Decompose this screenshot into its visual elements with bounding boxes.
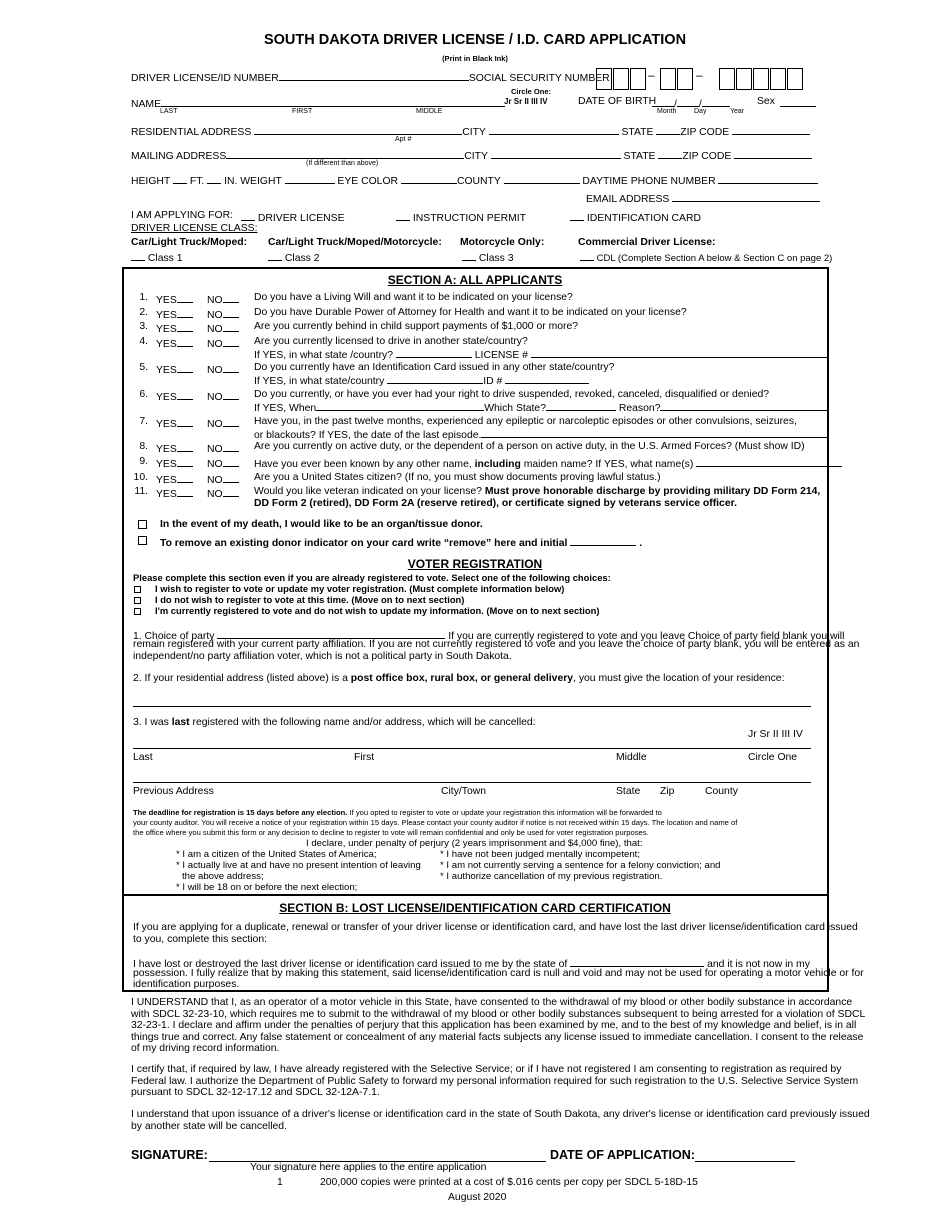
voter-intro: Please complete this section even if you are already registered to vote. Select one of the following choices: <box>133 572 611 583</box>
month-caption: Month <box>657 108 677 115</box>
party-note-1: remain registered with your current party affiliation. If you are not currently registered to vote and you leave the choice of party blank, you will be entered as an <box>133 639 860 650</box>
mailing-row <box>131 148 812 162</box>
name-field[interactable] <box>161 96 505 107</box>
apply-id-card[interactable]: IDENTIFICATION CARD <box>570 210 701 224</box>
section-b-statement-3: identification purposes. <box>133 979 240 990</box>
ssn-digit-box[interactable] <box>596 68 612 90</box>
ssn-digit-box[interactable] <box>677 68 693 90</box>
weight-field[interactable] <box>285 173 335 184</box>
implied-consent-3: 32-23-1. I declare and affirm under the penalties of perjury that this application has been examined by me, and to the best of my knowledge and belief, is in all <box>131 1020 857 1031</box>
q6-reason-field[interactable] <box>660 400 828 411</box>
form-subtitle: (Print in Black Ink) <box>442 54 508 63</box>
deadline-line-3: the office where you submit this form or any decision to decline to register to vote will remain confidential and only be used for voter registration purposes. <box>133 828 649 837</box>
q8-no[interactable]: NO <box>207 441 239 455</box>
height-label: HEIGHT <box>131 176 171 187</box>
implied-consent-2: with SDCL 32-23-10, which requires me to submit to the withdrawal of my blood or other bodily substances subsequent to being arrested for a violation of SDCL <box>131 1009 866 1020</box>
ssn-digit-box[interactable] <box>719 68 735 90</box>
q3-number: 3. <box>139 321 148 332</box>
residential-label: RESIDENTIAL ADDRESS <box>131 127 252 138</box>
party-row: 1. Choice of party If you are currently registered to vote and you leave Choice of party field blank you will <box>133 628 844 642</box>
q1-number: 1. <box>139 292 148 303</box>
email-row <box>586 191 820 205</box>
ssn-digit-box[interactable] <box>660 68 676 90</box>
declare-age: * I will be 18 on or before the next election; <box>176 882 358 893</box>
state-label: STATE <box>623 151 656 162</box>
q4-no[interactable]: NO <box>207 336 239 350</box>
q3-text: Are you currently behind in child support payments of $1,000 or more? <box>254 321 579 332</box>
prev-zip-caption: Zip <box>660 786 675 797</box>
q7-no[interactable]: NO <box>207 416 239 430</box>
voter-decline-checkbox[interactable] <box>134 597 141 604</box>
q2-number: 2. <box>139 307 148 318</box>
ssn-digit-box[interactable] <box>770 68 786 90</box>
q6-state-field[interactable] <box>546 400 616 411</box>
q6-yes[interactable]: YES <box>156 389 193 403</box>
q5-no[interactable]: NO <box>207 362 239 376</box>
form-title: SOUTH DAKOTA DRIVER LICENSE / I.D. CARD APPLICATION <box>263 32 687 48</box>
q7-text: Have you, in the past twelve months, experienced any epileptic or narcoleptic episodes or other convulsions, seizures, <box>254 416 797 427</box>
mailing-label: MAILING ADDRESS <box>131 151 227 162</box>
q9-names-field[interactable] <box>696 456 842 467</box>
county-label: COUNTY <box>456 176 501 187</box>
previous-suffix-options[interactable]: Jr Sr II III IV <box>748 729 803 740</box>
previous-name-field[interactable] <box>133 748 811 749</box>
eye-color-field[interactable] <box>401 173 457 184</box>
voter-decline-label: I do not wish to register to vote at this time. (Move on to next section) <box>155 594 465 605</box>
ssn-label: SOCIAL SECURITY NUMBER <box>468 73 610 84</box>
q4-state-field[interactable] <box>396 347 472 358</box>
dob-label: DATE OF BIRTH <box>578 96 657 107</box>
prev-state-caption: State <box>616 786 641 797</box>
previous-address-field[interactable] <box>133 782 811 783</box>
q1-text: Do you have a Living Will and want it to be indicated on your license? <box>254 292 573 303</box>
date-label: DATE OF APPLICATION: <box>550 1148 695 1162</box>
q4-text: Are you currently licensed to drive in another state/country? <box>254 336 528 347</box>
q6-number: 6. <box>139 389 148 400</box>
class3-heading: Motorcycle Only: <box>460 237 545 248</box>
mailing-field[interactable] <box>226 148 464 159</box>
voter-title: VOTER REGISTRATION <box>407 557 543 571</box>
declare-citizen: * I am a citizen of the United States of America; <box>176 849 377 860</box>
name-label: NAME <box>131 99 162 110</box>
ssn-dash: – <box>648 68 655 82</box>
year-caption: Year <box>730 108 745 115</box>
prev-middle-caption: Middle <box>616 752 647 763</box>
city-label: CITY <box>462 127 486 138</box>
applying-label: I AM APPLYING FOR: <box>131 210 234 221</box>
ft-label: FT. <box>189 176 205 187</box>
section-b-intro-2: to you, complete this section: <box>133 934 267 945</box>
state-label: STATE <box>621 127 654 138</box>
ssn-dash: – <box>696 68 703 82</box>
residential-field[interactable] <box>254 124 462 135</box>
signature-note: Your signature here applies to the entire application <box>250 1162 487 1173</box>
middle-caption: MIDDLE <box>416 108 443 115</box>
q6-detail: If YES, When Which State? Reason? <box>254 400 828 414</box>
q1-yes[interactable]: YES <box>156 292 193 306</box>
last-caption: LAST <box>160 108 178 115</box>
section-b-intro-1: If you are applying for a duplicate, renewal or transfer of your driver license or identification card, and have lost the last driver license/identification card issued <box>133 922 858 933</box>
name-row <box>131 96 505 110</box>
weight-label: WEIGHT <box>240 176 282 187</box>
q5-text: Do you currently have an Identification Card issued in any other state/country? <box>254 362 615 373</box>
q11-number: 11. <box>134 486 148 497</box>
class3-option[interactable]: Class 3 <box>462 250 514 264</box>
print-date: August 2020 <box>448 1192 507 1203</box>
section-b-statement-1: I have lost or destroyed the last driver license or identification card issued to me by the state of and it is not now in my <box>133 956 810 970</box>
ssn-digit-box[interactable] <box>630 68 646 90</box>
prev-address-caption: Previous Address <box>133 786 214 797</box>
dob-fields[interactable]: / / <box>652 96 730 110</box>
eye-color-label: EYE COLOR <box>337 176 399 187</box>
organ-donor-label: In the event of my death, I would like to be an organ/tissue donor. <box>160 519 483 530</box>
mailing-city-field[interactable] <box>491 148 621 159</box>
declare-competent: * I have not been judged mentally incompetent; <box>440 849 641 860</box>
selective-service-2: Federal law. I authorize the Department of Public Safety to forward my personal information required for such registration to the U.S. Selective Service System <box>131 1076 859 1087</box>
q7-date-field[interactable] <box>481 427 829 438</box>
q6-text: Do you currently, or have you ever had your right to drive suspended, revoked, canceled, disqualified or denied? <box>254 389 770 400</box>
circle-one-label: Circle One: <box>511 87 552 96</box>
first-caption: FIRST <box>292 108 313 115</box>
class2-option[interactable]: Class 2 <box>268 250 320 264</box>
implied-consent-5: of my driving record information. <box>131 1043 280 1054</box>
q4-yes[interactable]: YES <box>156 336 193 350</box>
q10-no[interactable]: NO <box>207 472 239 486</box>
state-field[interactable] <box>656 124 680 135</box>
q5-id-field[interactable] <box>505 373 589 384</box>
residence-note: 2. If your residential address (listed above) is a post office box, rural box, or general delivery, you must give the location of your residence: <box>133 673 785 684</box>
ssn-digit-box[interactable] <box>753 68 769 90</box>
apply-driver-license[interactable]: DRIVER LICENSE <box>241 210 345 224</box>
q9-text: Have you ever been known by any other name, including maiden name? If YES, what name(s) <box>254 456 842 470</box>
q9-yes[interactable]: YES <box>156 456 193 470</box>
q11-yes[interactable]: YES <box>156 486 193 500</box>
q2-no[interactable]: NO <box>207 307 239 321</box>
residence-location-field[interactable] <box>133 706 811 707</box>
q7-number: 7. <box>139 416 148 427</box>
phone-field[interactable] <box>718 173 818 184</box>
q5-detail: If YES, in what state/country ID # <box>254 373 589 387</box>
q7-detail: or blackouts? If YES, the date of the last episode. <box>254 427 829 441</box>
remove-donor-label: To remove an existing donor indicator on your card write “remove” here and initial . <box>160 535 642 549</box>
implied-consent-1: I UNDERSTAND that I, as an operator of a motor vehicle in this State, have consented to the withdrawal of my blood or other bodily substance in accordance <box>131 997 853 1008</box>
q4-detail: If YES, in what state /country? LICENSE # <box>254 347 827 361</box>
q2-yes[interactable]: YES <box>156 307 193 321</box>
q5-state-field[interactable] <box>387 373 483 384</box>
email-field[interactable] <box>672 191 820 202</box>
dl-number-label: DRIVER LICENSE/ID NUMBER <box>131 73 279 84</box>
q9-number: 9. <box>139 456 148 467</box>
class4-heading: Commercial Driver License: <box>578 237 716 248</box>
deadline-line-1: The deadline for registration is 15 days before any election. If you opted to register to vote or update your registration this information will be forwarded to <box>133 808 662 817</box>
date-field[interactable] <box>695 1161 795 1162</box>
section-b-statement-2: possession. I fully realize that by making this statement, said license/identification card is null and void and may not be used for operating a motor vehicle or for <box>133 968 864 979</box>
q4-license-field[interactable] <box>531 347 827 358</box>
class1-option[interactable]: Class 1 <box>131 250 183 264</box>
apt-caption: Apt # <box>395 136 412 143</box>
prev-county-caption: County <box>705 786 738 797</box>
name-suffix-options[interactable]: Jr Sr II III IV <box>504 97 548 106</box>
q6-no[interactable]: NO <box>207 389 239 403</box>
declare-felony: * I am not currently serving a sentence for a felony conviction; and <box>440 860 721 871</box>
q6-when-field[interactable] <box>316 400 484 411</box>
voter-registered-label: I'm currently registered to vote and do not wish to update my information. (Move on to next section) <box>155 605 600 616</box>
q10-number: 10. <box>133 472 148 483</box>
implied-consent-4: things true and correct. Any false statement or concealment of any material facts subjects any license issued to immediate cancellation. I consent to the release <box>131 1032 864 1043</box>
q3-no[interactable]: NO <box>207 321 239 335</box>
apply-instruction-permit[interactable]: INSTRUCTION PERMIT <box>396 210 526 224</box>
dl-number-field[interactable] <box>279 70 469 81</box>
zip-label: ZIP CODE <box>680 127 730 138</box>
class-cdl-option[interactable]: CDL (Complete Section A below & Section C on page 2) <box>580 250 832 264</box>
q2-text: Do you have Durable Power of Attorney for Health and want it to be indicated on your license? <box>254 307 687 318</box>
zip-field[interactable] <box>732 124 810 135</box>
section-divider <box>122 894 829 896</box>
city-field[interactable] <box>489 124 619 135</box>
q11-no[interactable]: NO <box>207 486 239 500</box>
declare-cancel: * I authorize cancellation of my previous registration. <box>440 871 663 882</box>
previous-registration-note: 3. I was last registered with the following name and/or address, which will be cancelled: <box>133 717 536 728</box>
mailing-state-field[interactable] <box>658 148 682 159</box>
selective-service-3: pursuant to SDCL 32-12-17.12 and SDCL 32-12A-7.1. <box>131 1087 380 1098</box>
q1-no[interactable]: NO <box>207 292 239 306</box>
q3-yes[interactable]: YES <box>156 321 193 335</box>
page-number: 1 <box>277 1177 283 1188</box>
class1-heading: Car/Light Truck/Moped: <box>131 237 248 248</box>
voter-registered-checkbox[interactable] <box>134 608 141 615</box>
prev-last-caption: Last <box>133 752 153 763</box>
organ-donor-checkbox[interactable] <box>138 520 147 529</box>
prev-circle-caption: Circle One <box>748 752 798 763</box>
in-label: IN. <box>224 176 238 187</box>
q7-yes[interactable]: YES <box>156 416 193 430</box>
email-label: EMAIL ADDRESS <box>586 194 670 205</box>
sex-label: Sex <box>757 96 775 107</box>
q10-yes[interactable]: YES <box>156 472 193 486</box>
section-a-title: SECTION A: ALL APPLICANTS <box>387 273 563 287</box>
q8-text: Are you currently on active duty, or the dependent of a person on active duty, in the U.S. Armed Forces? (Must show ID) <box>254 441 805 452</box>
selective-service-1: I certify that, if required by law, I have already registered with the Selective Service; or if I have not registered I am consenting to registration as required by <box>131 1064 842 1075</box>
voter-register-label: I wish to register to vote or update my voter registration. (Must complete information below) <box>155 583 565 594</box>
residential-row <box>131 124 810 138</box>
section-b-title: SECTION B: LOST LICENSE/IDENTIFICATION CARD CERTIFICATION <box>279 901 671 915</box>
printing-cost-note: 200,000 copies were printed at a cost of $.016 cents per copy per SDCL 5-18D-15 <box>320 1177 698 1188</box>
q9-no[interactable]: NO <box>207 456 239 470</box>
deadline-line-2: your county auditor. You will receive a notice of your registration within 15 days. Please contact your county auditor if notice is not received within 15 days. The location and name of <box>133 818 738 827</box>
declaration: I declare, under penalty of perjury (2 years imprisonment and $4,000 fine), that: <box>306 838 643 849</box>
if-different-caption: (If different than above) <box>306 160 379 167</box>
party-field[interactable] <box>217 628 445 639</box>
prev-city-caption: City/Town <box>441 786 487 797</box>
declare-residence: * I actually live at and have no present intention of leaving <box>176 860 421 871</box>
phone-label: DAYTIME PHONE NUMBER <box>582 176 716 187</box>
zip-label: ZIP CODE <box>682 151 732 162</box>
q11-text: Would you like veteran indicated on your license? Must prove honorable discharge by providing military DD Form 214, <box>254 486 821 497</box>
q4-number: 4. <box>139 336 148 347</box>
height-in-field[interactable] <box>207 173 221 184</box>
q5-yes[interactable]: YES <box>156 362 193 376</box>
physical-row <box>131 173 818 187</box>
license-class-label: DRIVER LICENSE CLASS: <box>131 223 258 234</box>
mailing-zip-field[interactable] <box>734 148 812 159</box>
class2-heading: Car/Light Truck/Moped/Motorcycle: <box>268 237 442 248</box>
party-note-2: independent/no party affiliation voter, which is not a political party in South Dakota. <box>133 651 512 662</box>
q5-number: 5. <box>139 362 148 373</box>
lost-state-field[interactable] <box>570 956 704 967</box>
q8-yes[interactable]: YES <box>156 441 193 455</box>
declare-residence-2: the above address; <box>182 871 264 882</box>
signature-label: SIGNATURE: <box>131 1148 208 1162</box>
county-field[interactable] <box>504 173 580 184</box>
day-caption: Day <box>694 108 707 115</box>
q11-detail: DD Form 2 (retired), DD Form 2A (reserve retired), or certificate signed by veterans service officer. <box>254 498 737 509</box>
voter-register-checkbox[interactable] <box>134 586 141 593</box>
dl-number-row <box>131 70 610 84</box>
ssn-digit-box[interactable] <box>613 68 629 90</box>
prev-first-caption: First <box>354 752 375 763</box>
remove-donor-initial-field[interactable] <box>570 535 636 546</box>
prior-license-note-1: I understand that upon issuance of a driver's license or identification card in the state of South Dakota, any driver's license or identification card previously issued <box>131 1109 870 1120</box>
ssn-digit-box[interactable] <box>736 68 752 90</box>
ssn-digit-box[interactable] <box>787 68 803 90</box>
q8-number: 8. <box>139 441 148 452</box>
prior-license-note-2: by another state will be cancelled. <box>131 1121 287 1132</box>
city-label: CITY <box>464 151 488 162</box>
sex-field[interactable] <box>780 96 816 110</box>
remove-donor-checkbox[interactable] <box>138 536 147 545</box>
height-ft-field[interactable] <box>173 173 187 184</box>
q10-text: Are you a United States citizen? (If no, you must show documents proving lawful status.) <box>254 472 661 483</box>
